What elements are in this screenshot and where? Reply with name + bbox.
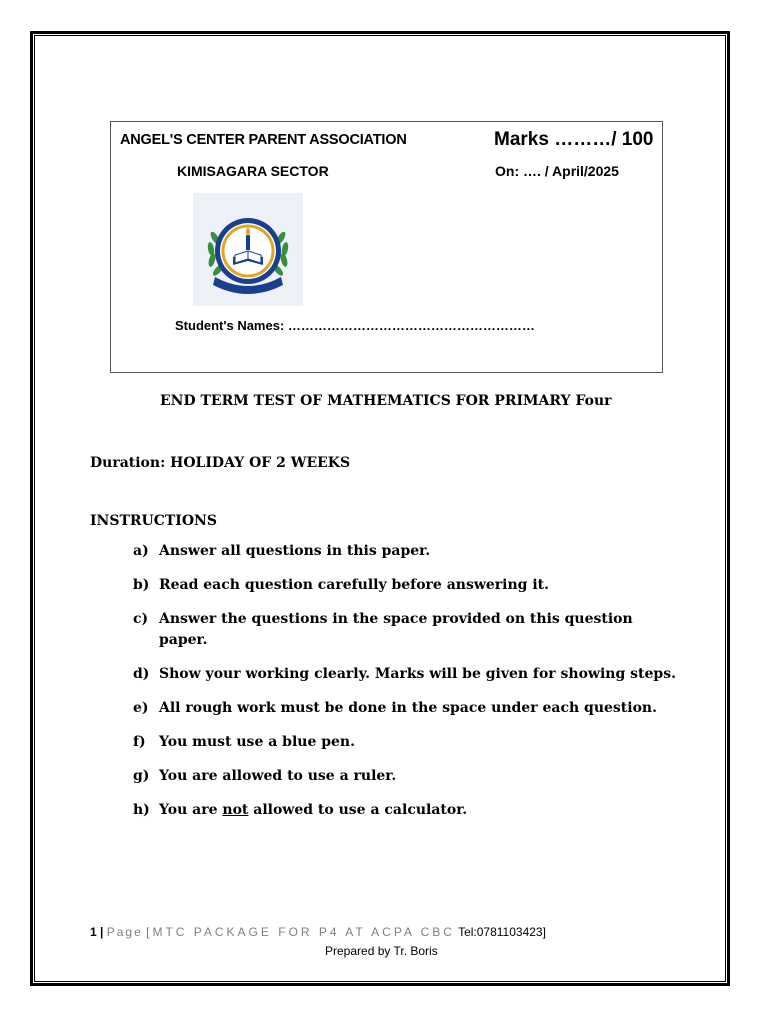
instruction-letter: e) (133, 700, 149, 716)
organization-name: ANGEL'S CENTER PARENT ASSOCIATION (120, 132, 407, 148)
instruction-text: All rough work must be done in the space under each question. (159, 700, 657, 716)
instruction-item (133, 609, 693, 651)
instruction-text: Read each question carefully before answering it. (159, 577, 549, 593)
instruction-letter: f) (133, 734, 146, 750)
telephone: Tel:0781103423] (458, 925, 546, 939)
instruction-item (133, 541, 693, 562)
instruction-letter: c) (133, 611, 149, 627)
instructions-heading: INSTRUCTIONS (90, 513, 217, 529)
student-names-field: Student's Names: ………………………………………………… (175, 318, 535, 333)
instruction-letter: a) (133, 543, 149, 559)
sector-name: KIMISAGARA SECTOR (177, 163, 329, 179)
page-footer (90, 925, 546, 939)
instruction-text: Show your working clearly. Marks will be given for showing steps. (159, 666, 676, 682)
instruction-item (133, 575, 693, 596)
instruction-text: You are allowed to use a ruler. (159, 768, 397, 784)
instruction-item (133, 800, 693, 821)
instruction-item (133, 766, 693, 787)
footer-separator: | (100, 925, 104, 939)
instruction-text: You must use a blue pen. (159, 734, 355, 750)
page-number: 1 (90, 925, 97, 939)
prepared-by: Prepared by Tr. Boris (325, 944, 438, 958)
page-word: Page (106, 925, 143, 939)
instruction-text (159, 800, 467, 821)
test-title: END TERM TEST OF MATHEMATICS FOR PRIMARY Four (160, 393, 612, 409)
instruction-letter: d) (133, 666, 150, 682)
package-label: [MTC PACKAGE FOR P4 AT ACPA CBC (146, 925, 455, 939)
duration-line: Duration: HOLIDAY OF 2 WEEKS (90, 455, 351, 471)
instruction-item (133, 698, 693, 719)
instruction-item (133, 664, 693, 685)
instruction-letter: g) (133, 768, 150, 784)
instruction-item (133, 732, 693, 753)
instruction-text-start: You are (159, 802, 223, 818)
instruction-text: Answer all questions in this paper. (159, 543, 431, 559)
marks-field: Marks ………/ 100 (494, 129, 654, 150)
instructions-list (133, 541, 693, 834)
instruction-text: Answer the questions in the space provided on this question paper. (159, 611, 633, 648)
instruction-text-end: allowed to use a calculator. (248, 802, 468, 818)
instruction-letter: h) (133, 802, 150, 818)
date-field: On: …. / April/2025 (495, 163, 619, 179)
instruction-letter: b) (133, 577, 150, 593)
underlined-not: not (222, 802, 249, 818)
school-emblem-icon (193, 193, 303, 306)
